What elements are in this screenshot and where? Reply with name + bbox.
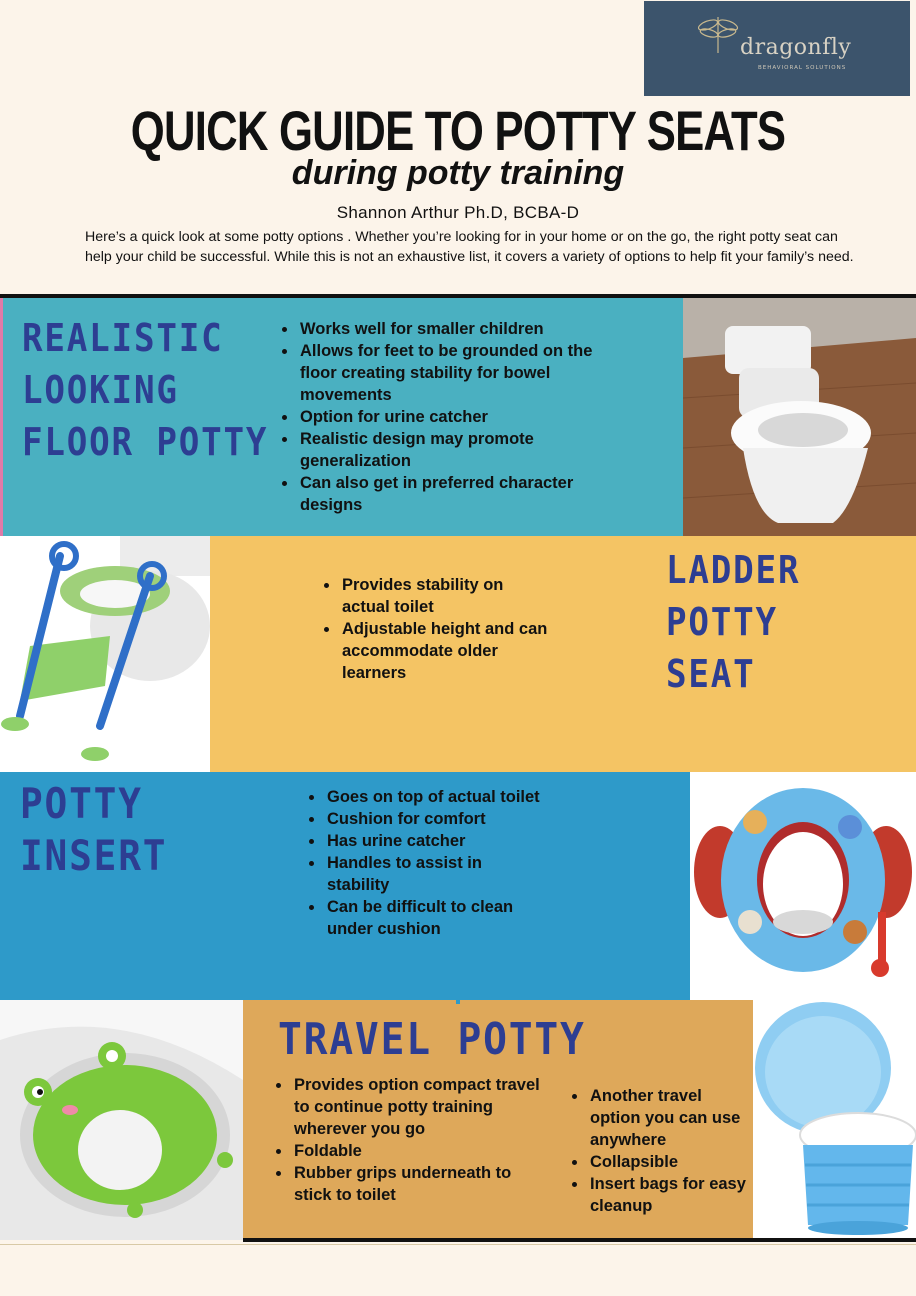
- floor-potty-photo: [683, 298, 916, 536]
- list-item: • Provides stability on actual toilet: [340, 574, 550, 618]
- potty-insert-photo: [690, 772, 916, 1000]
- list-item: • Collapsible: [588, 1151, 753, 1173]
- ladder-potty-bullets: [320, 574, 550, 684]
- travel-potty-bullets-2: [568, 1085, 753, 1217]
- page-title: QUICK GUIDE TO POTTY SEATS: [130, 99, 786, 162]
- footer-line: [0, 1244, 916, 1245]
- list-item: • Can be difficult to clean under cushion: [325, 896, 540, 940]
- floor-potty-bullets: [278, 318, 618, 516]
- dragonfly-icon: [696, 13, 740, 57]
- logo-tagline: BEHAVIORAL SOLUTIONS: [758, 65, 847, 71]
- list-item: • Option for urine catcher: [298, 406, 618, 428]
- travel-potty-bullets: [272, 1074, 542, 1206]
- list-item: • Goes on top of actual toilet: [325, 786, 540, 808]
- travel-seat-photo: [0, 1000, 243, 1240]
- intro-paragraph: Here’s a quick look at some potty options . Whether you’re looking for in your home or on the go, the right potty seat can help your child be successful. While this is not an exhaustive list, it covers a variety of options to help fit your family’s need.: [85, 229, 854, 265]
- logo-brand: dragonfly: [740, 35, 852, 60]
- list-item: • Another travel option you can use anywhere: [588, 1085, 753, 1151]
- list-item: • Realistic design may promote generalization: [298, 428, 618, 472]
- logo: [644, 1, 910, 96]
- list-item: • Handles to assist in stability: [325, 852, 540, 896]
- potty-insert-heading: [20, 778, 167, 882]
- heading-line: TRAVEL POTTY: [278, 1014, 586, 1065]
- list-item: • Insert bags for easy cleanup: [588, 1173, 753, 1217]
- list-item: • Cushion for comfort: [325, 808, 540, 830]
- bottom-divider: [243, 1238, 916, 1242]
- section-divider-mark: [456, 996, 460, 1004]
- heading-line: LADDER POTTY: [666, 548, 801, 644]
- floor-potty-heading: [22, 312, 268, 468]
- heading-line: FLOOR POTTY: [22, 420, 269, 464]
- potty-insert-bullets: [305, 786, 540, 940]
- author-line: Shannon Arthur Ph.D, BCBA-D: [336, 203, 580, 222]
- list-item: • Foldable: [292, 1140, 542, 1162]
- heading-line: LOOKING: [22, 368, 179, 412]
- section-edge-accent: [0, 298, 3, 536]
- heading-line: SEAT: [666, 652, 756, 696]
- heading-line: POTTY: [20, 779, 143, 828]
- ladder-potty-photo: [0, 536, 210, 772]
- list-item: • Works well for smaller children: [298, 318, 618, 340]
- page-subtitle: during potty training: [291, 154, 625, 192]
- travel-potty-heading: [278, 1014, 586, 1066]
- list-item: • Provides option compact travel to continue potty training wherever you go: [292, 1074, 542, 1140]
- heading-line: INSERT: [20, 831, 168, 880]
- list-item: • Allows for feet to be grounded on the floor creating stability for bowel movements: [298, 340, 618, 406]
- collapsible-potty-photo: [753, 1000, 916, 1240]
- list-item: • Rubber grips underneath to stick to toilet: [292, 1162, 542, 1206]
- list-item: • Adjustable height and can accommodate older learners: [340, 618, 550, 684]
- heading-line: REALISTIC: [22, 316, 224, 360]
- list-item: • Can also get in preferred character designs: [298, 472, 618, 516]
- ladder-potty-heading: [666, 544, 891, 700]
- list-item: • Has urine catcher: [325, 830, 540, 852]
